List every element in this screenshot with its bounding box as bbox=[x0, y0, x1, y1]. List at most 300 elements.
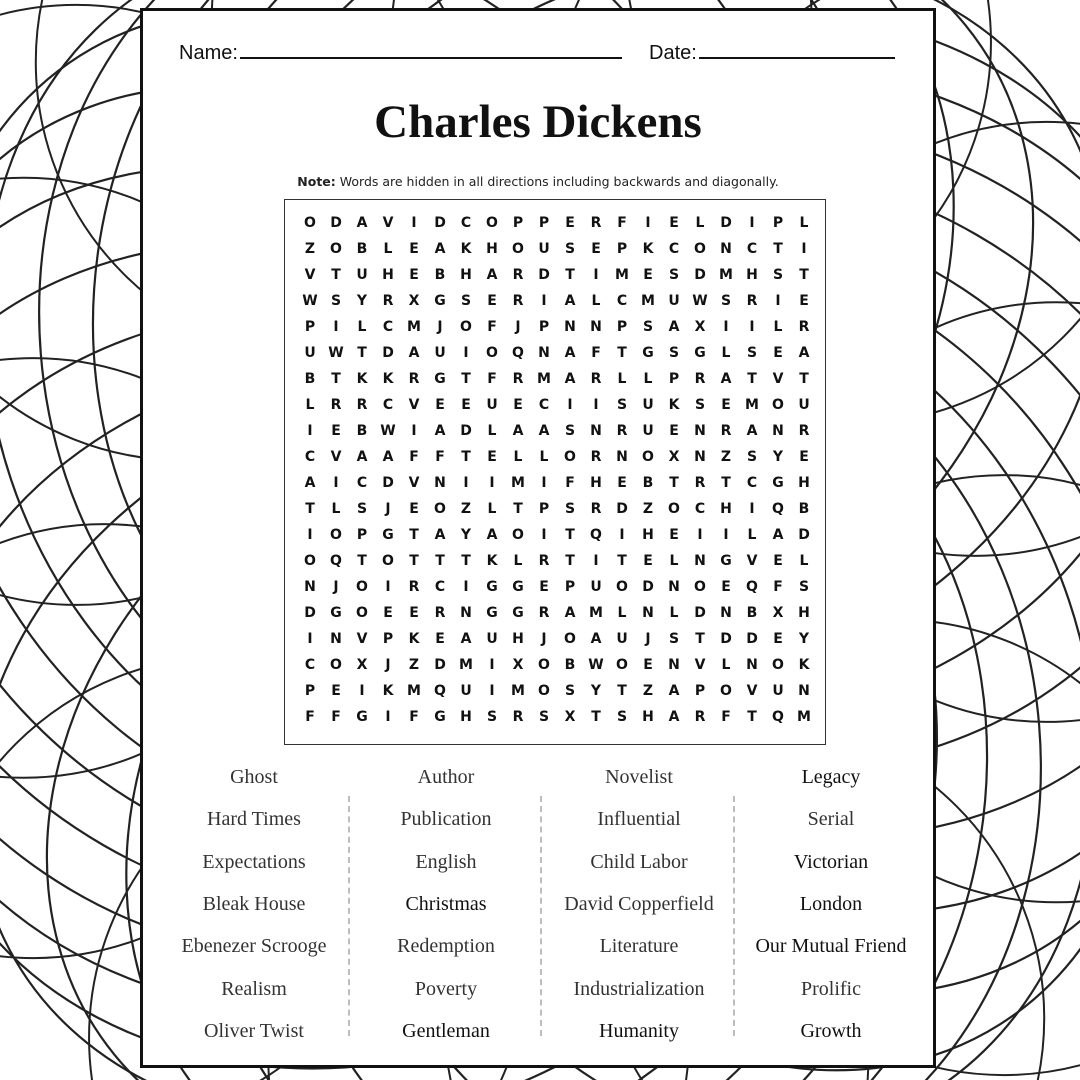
grid-letter: O bbox=[512, 527, 524, 543]
grid-letter: Y bbox=[798, 631, 810, 647]
grid-letter: E bbox=[409, 605, 419, 621]
grid-letter: S bbox=[564, 683, 576, 699]
grid-letter: G bbox=[486, 605, 498, 621]
word-item: Publication bbox=[400, 808, 492, 831]
grid-row bbox=[285, 210, 825, 236]
grid-letter: L bbox=[357, 319, 367, 335]
grid-letter: E bbox=[669, 527, 679, 543]
grid-letter: A bbox=[720, 371, 732, 387]
grid-letter: M bbox=[459, 657, 473, 673]
word-item: Christmas bbox=[405, 892, 487, 915]
date-label: Date: bbox=[649, 42, 697, 64]
grid-letter: S bbox=[616, 397, 628, 413]
grid-letter: T bbox=[617, 683, 627, 699]
grid-letter: N bbox=[746, 657, 758, 673]
grid-letter: V bbox=[382, 215, 394, 231]
grid-letter: R bbox=[538, 553, 550, 569]
grid-letter: B bbox=[564, 657, 576, 673]
grid-row bbox=[285, 444, 825, 470]
word-item: Bleak House bbox=[202, 892, 306, 915]
grid-letter: R bbox=[694, 709, 706, 725]
date-line bbox=[699, 39, 895, 59]
grid-letter: N bbox=[330, 631, 342, 647]
grid-letter: L bbox=[487, 423, 497, 439]
grid-letter: R bbox=[694, 371, 706, 387]
grid-letter: T bbox=[357, 345, 367, 361]
grid-letter: Z bbox=[642, 683, 654, 699]
word-item: Humanity bbox=[599, 1019, 679, 1042]
grid-letter: R bbox=[330, 397, 342, 413]
grid-letter: K bbox=[798, 657, 810, 673]
grid-row bbox=[285, 340, 825, 366]
grid-letter: T bbox=[461, 553, 471, 569]
grid-letter: G bbox=[694, 345, 706, 361]
grid-letter: Z bbox=[642, 501, 654, 517]
grid-letter: F bbox=[773, 579, 783, 595]
grid-letter: T bbox=[799, 267, 809, 283]
grid-letter: S bbox=[330, 293, 342, 309]
grid-letter: X bbox=[668, 449, 680, 465]
grid-letter: L bbox=[669, 553, 679, 569]
grid-letter: A bbox=[564, 293, 576, 309]
grid-letter: E bbox=[435, 397, 445, 413]
grid-letter: O bbox=[330, 241, 342, 257]
word-item: Literature bbox=[599, 935, 679, 958]
grid-letter: O bbox=[460, 319, 472, 335]
word-item: Industrialization bbox=[573, 977, 705, 1000]
grid-letter: T bbox=[747, 709, 757, 725]
grid-letter: C bbox=[668, 241, 680, 257]
grid-letter: E bbox=[409, 267, 419, 283]
grid-row bbox=[285, 314, 825, 340]
grid-letter: L bbox=[617, 371, 627, 387]
grid-letter: L bbox=[799, 553, 809, 569]
grid-letter: R bbox=[356, 397, 368, 413]
grid-letter: X bbox=[408, 293, 420, 309]
grid-letter: T bbox=[305, 501, 315, 517]
grid-letter: I bbox=[333, 475, 339, 491]
grid-letter: D bbox=[382, 345, 394, 361]
grid-row bbox=[285, 522, 825, 548]
grid-letter: S bbox=[668, 345, 680, 361]
grid-letter: L bbox=[591, 293, 601, 309]
grid-letter: A bbox=[486, 267, 498, 283]
grid-letter: P bbox=[564, 579, 576, 595]
grid-letter: L bbox=[721, 657, 731, 673]
grid-letter: I bbox=[749, 319, 755, 335]
grid-letter: L bbox=[747, 527, 757, 543]
grid-letter: I bbox=[307, 423, 313, 439]
grid-letter: T bbox=[773, 241, 783, 257]
name-field[interactable] bbox=[179, 39, 622, 65]
word-item: Legacy bbox=[801, 766, 861, 788]
grid-letter: C bbox=[616, 293, 628, 309]
grid-letter: U bbox=[772, 683, 784, 699]
grid-row bbox=[285, 496, 825, 522]
grid-letter: T bbox=[409, 553, 419, 569]
grid-letter: W bbox=[692, 293, 708, 309]
grid-letter: L bbox=[643, 371, 653, 387]
grid-letter: N bbox=[590, 423, 602, 439]
grid-letter: J bbox=[333, 579, 339, 595]
grid-row bbox=[285, 470, 825, 496]
grid-letter: E bbox=[487, 449, 497, 465]
word-item: Victorian bbox=[793, 850, 869, 873]
grid-letter: C bbox=[382, 397, 394, 413]
grid-letter: Q bbox=[512, 345, 524, 361]
grid-letter: H bbox=[642, 527, 654, 543]
grid-letter: R bbox=[746, 293, 758, 309]
grid-letter: R bbox=[512, 293, 524, 309]
grid-letter: T bbox=[331, 267, 341, 283]
grid-letter: N bbox=[720, 605, 732, 621]
grid-letter: S bbox=[564, 501, 576, 517]
grid-letter: C bbox=[538, 397, 550, 413]
word-item: Expectations bbox=[202, 850, 306, 873]
grid-letter: N bbox=[668, 579, 680, 595]
grid-letter: I bbox=[593, 267, 599, 283]
grid-letter: R bbox=[720, 423, 732, 439]
grid-letter: V bbox=[408, 475, 420, 491]
grid-letter: I bbox=[307, 631, 313, 647]
grid-letter: R bbox=[798, 423, 810, 439]
grid-letter: Q bbox=[330, 553, 342, 569]
grid-letter: T bbox=[669, 475, 679, 491]
grid-letter: O bbox=[564, 631, 576, 647]
grid-letter: E bbox=[487, 293, 497, 309]
grid-letter: A bbox=[460, 631, 472, 647]
grid-letter: Y bbox=[356, 293, 368, 309]
grid-letter: O bbox=[434, 501, 446, 517]
grid-letter: I bbox=[463, 579, 469, 595]
grid-letter: J bbox=[437, 319, 443, 335]
grid-letter: T bbox=[357, 553, 367, 569]
grid-letter: O bbox=[330, 527, 342, 543]
grid-letter: O bbox=[356, 605, 368, 621]
word-item: Our Mutual Friend bbox=[755, 935, 907, 958]
grid-letter: V bbox=[746, 553, 758, 569]
note-label: Note: bbox=[297, 174, 336, 189]
grid-letter: L bbox=[617, 605, 627, 621]
grid-letter: P bbox=[538, 215, 550, 231]
grid-letter: L bbox=[513, 553, 523, 569]
grid-letter: M bbox=[589, 605, 603, 621]
grid-letter: B bbox=[746, 605, 758, 621]
grid-letter: H bbox=[590, 475, 602, 491]
grid-letter: D bbox=[460, 423, 472, 439]
grid-letter: N bbox=[642, 605, 654, 621]
word-item: London bbox=[799, 892, 863, 915]
grid-letter: E bbox=[643, 267, 653, 283]
grid-letter: U bbox=[642, 397, 654, 413]
grid-letter: T bbox=[721, 475, 731, 491]
grid-letter: E bbox=[773, 631, 783, 647]
grid-letter: I bbox=[645, 215, 651, 231]
grid-letter: N bbox=[720, 241, 732, 257]
grid-letter: K bbox=[668, 397, 680, 413]
grid-letter: Z bbox=[720, 449, 732, 465]
grid-letter: C bbox=[694, 501, 706, 517]
grid-letter: L bbox=[721, 345, 731, 361]
grid-letter: P bbox=[668, 371, 680, 387]
grid-letter: H bbox=[642, 709, 654, 725]
grid-letter: D bbox=[720, 631, 732, 647]
grid-letter: A bbox=[304, 475, 316, 491]
grid-letter: I bbox=[463, 475, 469, 491]
grid-letter: U bbox=[304, 345, 316, 361]
grid-row bbox=[285, 678, 825, 704]
grid-letter: L bbox=[799, 215, 809, 231]
grid-letter: C bbox=[382, 319, 394, 335]
grid-letter: K bbox=[382, 371, 394, 387]
grid-letter: T bbox=[617, 553, 627, 569]
date-field[interactable] bbox=[649, 39, 895, 65]
grid-letter: Y bbox=[772, 449, 784, 465]
grid-letter: S bbox=[772, 267, 784, 283]
grid-letter: R bbox=[590, 215, 602, 231]
grid-letter: R bbox=[408, 579, 420, 595]
grid-letter: H bbox=[798, 475, 810, 491]
grid-letter: E bbox=[513, 397, 523, 413]
grid-letter: I bbox=[593, 397, 599, 413]
name-label: Name: bbox=[179, 42, 238, 64]
grid-letter: H bbox=[746, 267, 758, 283]
grid-letter: V bbox=[304, 267, 316, 283]
grid-row bbox=[285, 366, 825, 392]
grid-letter: N bbox=[694, 449, 706, 465]
grid-letter: O bbox=[772, 657, 784, 673]
grid-letter: D bbox=[538, 267, 550, 283]
grid-letter: D bbox=[616, 501, 628, 517]
grid-letter: J bbox=[385, 657, 391, 673]
grid-letter: L bbox=[773, 319, 783, 335]
grid-letter: A bbox=[668, 709, 680, 725]
grid-letter: N bbox=[434, 475, 446, 491]
grid-letter: E bbox=[799, 293, 809, 309]
grid-letter: Q bbox=[772, 501, 784, 517]
grid-letter: I bbox=[723, 527, 729, 543]
grid-letter: W bbox=[380, 423, 396, 439]
grid-letter: O bbox=[720, 683, 732, 699]
grid-letter: G bbox=[512, 605, 524, 621]
grid-letter: M bbox=[537, 371, 551, 387]
grid-letter: A bbox=[668, 319, 680, 335]
grid-letter: S bbox=[356, 501, 368, 517]
grid-letter: R bbox=[538, 605, 550, 621]
grid-letter: K bbox=[408, 631, 420, 647]
grid-letter: B bbox=[434, 267, 446, 283]
grid-letter: O bbox=[304, 215, 316, 231]
grid-letter: I bbox=[411, 215, 417, 231]
word-item: Realism bbox=[221, 977, 287, 1000]
grid-letter: A bbox=[564, 345, 576, 361]
grid-letter: A bbox=[408, 345, 420, 361]
grid-letter: D bbox=[798, 527, 810, 543]
grid-letter: N bbox=[590, 319, 602, 335]
grid-letter: E bbox=[331, 423, 341, 439]
grid-letter: I bbox=[489, 657, 495, 673]
word-item: Child Labor bbox=[590, 850, 688, 873]
grid-letter: Q bbox=[746, 579, 758, 595]
grid-letter: M bbox=[511, 683, 525, 699]
grid-letter: U bbox=[460, 683, 472, 699]
grid-letter: C bbox=[746, 475, 758, 491]
grid-letter: A bbox=[564, 605, 576, 621]
word-item: Poverty bbox=[414, 977, 478, 1000]
grid-letter: D bbox=[642, 579, 654, 595]
grid-letter: I bbox=[307, 527, 313, 543]
grid-letter: S bbox=[668, 631, 680, 647]
grid-letter: V bbox=[746, 683, 758, 699]
word-item: Prolific bbox=[801, 977, 861, 1000]
grid-row bbox=[285, 548, 825, 574]
grid-letter: J bbox=[541, 631, 547, 647]
grid-letter: I bbox=[619, 527, 625, 543]
grid-letter: T bbox=[799, 371, 809, 387]
grid-letter: P bbox=[616, 241, 628, 257]
grid-letter: D bbox=[382, 475, 394, 491]
grid-letter: T bbox=[513, 501, 523, 517]
grid-letter: D bbox=[434, 215, 446, 231]
grid-letter: S bbox=[564, 423, 576, 439]
grid-letter: Q bbox=[434, 683, 446, 699]
grid-letter: C bbox=[434, 579, 446, 595]
grid-letter: P bbox=[356, 527, 368, 543]
grid-letter: P bbox=[616, 319, 628, 335]
grid-letter: G bbox=[434, 709, 446, 725]
grid-letter: V bbox=[408, 397, 420, 413]
grid-letter: M bbox=[615, 267, 629, 283]
grid-letter: I bbox=[541, 527, 547, 543]
grid-letter: E bbox=[773, 345, 783, 361]
grid-letter: O bbox=[356, 579, 368, 595]
grid-letter: F bbox=[409, 449, 419, 465]
grid-letter: I bbox=[385, 709, 391, 725]
grid-letter: I bbox=[463, 345, 469, 361]
grid-letter: U bbox=[642, 423, 654, 439]
grid-letter: P bbox=[772, 215, 784, 231]
grid-letter: J bbox=[645, 631, 651, 647]
grid-letter: S bbox=[460, 293, 472, 309]
grid-letter: D bbox=[694, 267, 706, 283]
grid-letter: G bbox=[772, 475, 784, 491]
grid-letter: C bbox=[356, 475, 368, 491]
grid-letter: H bbox=[798, 605, 810, 621]
grid-letter: V bbox=[356, 631, 368, 647]
grid-letter: D bbox=[304, 605, 316, 621]
grid-letter: S bbox=[486, 709, 498, 725]
grid-letter: I bbox=[593, 553, 599, 569]
grid-letter: U bbox=[434, 345, 446, 361]
grid-letter: E bbox=[435, 631, 445, 647]
grid-letter: E bbox=[409, 501, 419, 517]
column-divider bbox=[733, 796, 735, 1036]
grid-letter: G bbox=[330, 605, 342, 621]
grid-letter: T bbox=[435, 553, 445, 569]
grid-letter: E bbox=[539, 579, 549, 595]
grid-letter: X bbox=[772, 605, 784, 621]
grid-letter: G bbox=[642, 345, 654, 361]
grid-letter: I bbox=[801, 241, 807, 257]
grid-letter: V bbox=[330, 449, 342, 465]
grid-letter: M bbox=[719, 267, 733, 283]
grid-letter: A bbox=[538, 423, 550, 439]
grid-letter: R bbox=[512, 709, 524, 725]
grid-letter: A bbox=[798, 345, 810, 361]
grid-letter: F bbox=[409, 709, 419, 725]
grid-letter: G bbox=[382, 527, 394, 543]
grid-letter: I bbox=[541, 293, 547, 309]
grid-letter: U bbox=[590, 579, 602, 595]
grid-letter: E bbox=[461, 397, 471, 413]
grid-letter: T bbox=[565, 267, 575, 283]
word-item: David Copperfield bbox=[564, 892, 714, 915]
grid-letter: E bbox=[721, 397, 731, 413]
grid-letter: A bbox=[382, 449, 394, 465]
grid-letter: L bbox=[695, 215, 705, 231]
grid-letter: P bbox=[694, 683, 706, 699]
grid-letter: E bbox=[669, 215, 679, 231]
grid-row bbox=[285, 652, 825, 678]
grid-letter: A bbox=[590, 631, 602, 647]
grid-letter: U bbox=[538, 241, 550, 257]
grid-letter: T bbox=[565, 527, 575, 543]
grid-letter: N bbox=[798, 683, 810, 699]
grid-letter: P bbox=[538, 501, 550, 517]
grid-letter: E bbox=[565, 215, 575, 231]
grid-letter: I bbox=[723, 319, 729, 335]
grid-letter: K bbox=[460, 241, 472, 257]
grid-letter: S bbox=[746, 449, 758, 465]
grid-letter: A bbox=[356, 215, 368, 231]
grid-letter: R bbox=[512, 371, 524, 387]
grid-letter: N bbox=[694, 553, 706, 569]
grid-letter: M bbox=[511, 475, 525, 491]
grid-letter: O bbox=[694, 241, 706, 257]
grid-letter: O bbox=[486, 215, 498, 231]
word-item: Hard Times bbox=[207, 808, 301, 831]
page-title: Charles Dickens bbox=[374, 96, 702, 148]
grid-letter: F bbox=[565, 475, 575, 491]
grid-letter: I bbox=[749, 215, 755, 231]
grid-letter: S bbox=[720, 293, 732, 309]
grid-letter: U bbox=[486, 397, 498, 413]
grid-letter: I bbox=[541, 475, 547, 491]
grid-letter: A bbox=[746, 423, 758, 439]
grid-letter: D bbox=[746, 631, 758, 647]
grid-letter: O bbox=[330, 657, 342, 673]
grid-letter: U bbox=[486, 631, 498, 647]
grid-letter: O bbox=[772, 397, 784, 413]
grid-letter: D bbox=[694, 605, 706, 621]
grid-row bbox=[285, 288, 825, 314]
column-divider bbox=[540, 796, 542, 1036]
grid-letter: E bbox=[591, 241, 601, 257]
grid-letter: F bbox=[331, 709, 341, 725]
grid-letter: T bbox=[591, 709, 601, 725]
grid-letter: A bbox=[356, 449, 368, 465]
grid-letter: Q bbox=[772, 709, 784, 725]
grid-letter: K bbox=[486, 553, 498, 569]
grid-letter: H bbox=[460, 267, 472, 283]
grid-letter: Z bbox=[460, 501, 472, 517]
grid-letter: N bbox=[460, 605, 472, 621]
grid-letter: W bbox=[302, 293, 318, 309]
grid-letter: A bbox=[772, 527, 784, 543]
grid-row bbox=[285, 704, 825, 730]
grid-letter: O bbox=[538, 657, 550, 673]
worksheet bbox=[140, 8, 936, 1068]
